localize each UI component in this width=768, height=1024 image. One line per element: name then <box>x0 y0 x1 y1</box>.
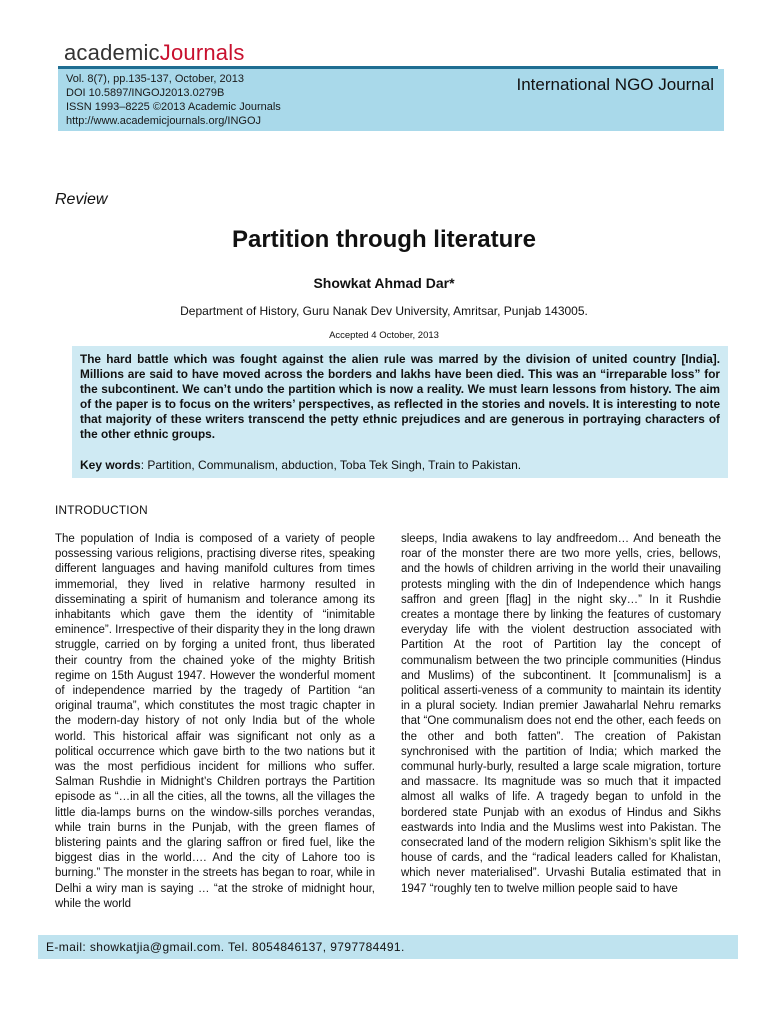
body-column-right <box>401 532 721 897</box>
abstract-box <box>72 346 728 478</box>
abstract-text: The hard battle which was fought against the alien rule was marred by the division of united country [India]. Millions are said to have moved across the borders and lakhs have been died. This was an “irreparable loss” for the subcontinent. We can’t undo the partition which is now a reality. We must learn lessons from history. The aim of the paper is to focus on the writers’ perspectives, as reflected in the stories and novels. It is interesting to note that majority of these writers transcend the petty ethnic prejudices and are generous in portraying characters of the other ethnic groups. <box>80 352 720 441</box>
footer-contact-bar <box>38 935 738 959</box>
issn-line: ISSN 1993–8225 ©2013 Academic Journals <box>66 101 281 113</box>
keywords-label: Key words <box>80 458 141 472</box>
volume-line: Vol. 8(7), pp.135-137, October, 2013 <box>66 73 244 85</box>
logo-journals: Journals <box>159 40 245 65</box>
author-affiliation: Department of History, Guru Nanak Dev University, Amritsar, Punjab 143005. <box>180 304 588 318</box>
article-title: Partition through literature <box>231 226 536 253</box>
logo-academic: academic <box>64 40 160 65</box>
keywords <box>80 458 521 472</box>
url-line[interactable]: http://www.academicjournals.org/INGOJ <box>66 115 262 127</box>
section-heading: INTRODUCTION <box>55 503 148 517</box>
article-type: Review <box>55 191 108 208</box>
journal-name: International NGO Journal <box>516 75 714 94</box>
doi-line: DOI 10.5897/INGOJ2013.0279B <box>66 87 225 99</box>
publication-details <box>66 72 281 128</box>
accepted-date: Accepted 4 October, 2013 <box>329 330 439 341</box>
journal-info-box <box>58 69 724 131</box>
keywords-list: : Partition, Communalism, abduction, Toba Tek Singh, Train to Pakistan. <box>140 458 522 472</box>
journal-logo <box>64 40 245 66</box>
contact-info: E-mail: showkatjia@gmail.com. Tel. 8054846137, 9797784491. <box>46 940 405 954</box>
body-column-left <box>55 532 375 912</box>
left-column-text: The population of India is composed of a variety of people possessing various religions, practising diverse rites, speaking different languages and having manifold cultures from times immemorial, they lived in relative harmony resulted in disseminating a spirit of humanism and tolerance among its inhabitants which gave them the identity of “inimitable eminence”. Irrespective of their disparity they in the long drawn struggle, carried on by forging a united front, thus liberated their country from the chained yoke of the mighty British regime on 15th August 1947. However the wonderful moment of independence married by the tragedy of Partition “an original trauma”, which constitutes the most tragic chapter in the modern-day history of not only India but of the whole world. This historical affair was significant not only as a political occurrence which gave birth to the two nations but it was the most perfidious incident for millions who suffer. Salman Rushdie in Midnight’s Children portrays the Partition episode as “…in all the cities, all the towns, all the villages the little dia-lamps burns on the window-sills porches verandas, while train burns in the Punjab, with the green flames of blistering paints and the glaring saffron or fired fuel, like the biggest dias in the world…. And the city of Lahore too is burning.” The monster in the streets has began to roar, while in Delhi a wiry man is saying … “at the stroke of midnight hour, while the world <box>55 533 375 910</box>
author-name: Showkat Ahmad Dar* <box>313 275 455 291</box>
right-column-text: sleeps, India awakens to lay andfreedom… And beneath the roar of the monster there are two more yells, cries, bellows, and the howls of children arriving in the world their unavailing protests mingling with the din of Independence which hangs saffron and green [flag] in the night sky…” In it Rushdie creates a montage there by linking the features of customary everyday life with the violent destruction associated with Partition At the root of Partition lay the concept of communalism between the two principle communities (Hindus and Muslims) of the subcontinent. It [communalism] is a political asserti-veness of a community to maintain its identity in a plural society. Indian premier Jawaharlal Nehru remarks that “One communalism does not end the other, each feeds on the other and both fatten”. The creation of Pakistan synchronised with the partition of India; which marked the communal hurly-burly, resulted a large scale migration, torture and massacre. Its magnitude was so much that it impacted almost all walks of life. A tragedy began to unfold in the bordered state Punjab with an exodus of Hindus and Sikhs eastwards into India and the Muslims west into Pakistan. The consecrated land of the modern religion Sikhism’s split like the house of cards, and the “radical leaders called for Khalistan, which never materialised”. Urvashi Butalia estimated that in 1947 “roughly ten to twelve million people said to have <box>401 533 721 895</box>
